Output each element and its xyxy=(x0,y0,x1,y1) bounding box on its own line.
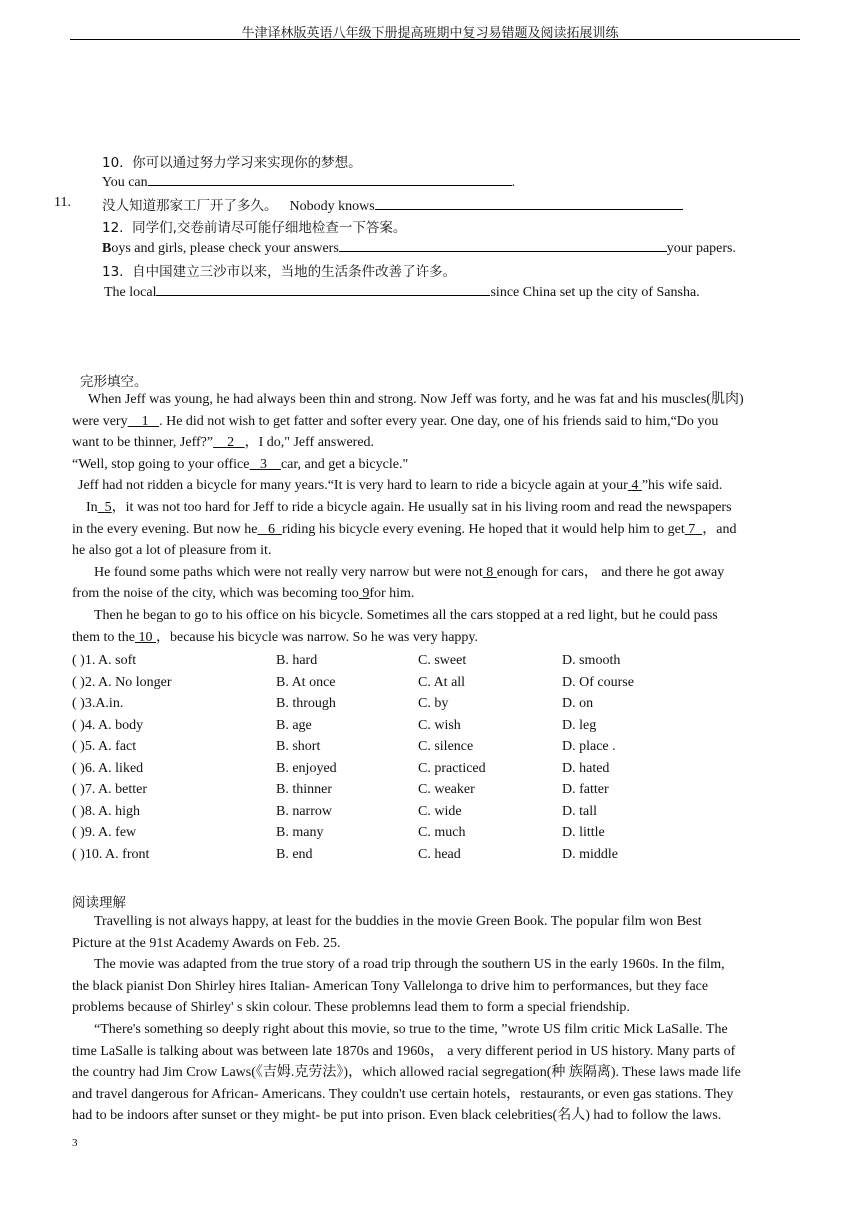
cloze-line-9: He found some paths which were not really very narrow but were not 8 enough for cars， and there he got away xyxy=(94,564,725,580)
q10-prompt xyxy=(102,151,362,171)
cloze-q8-question-number[interactable]: ( )8. A. high xyxy=(72,803,141,819)
q11-line-start: Nobody knows xyxy=(289,199,375,214)
cloze-q1-option-c: C. sweet xyxy=(418,653,467,668)
q10-line-end: . xyxy=(511,175,516,190)
q11-chinese: 没人知道那家工厂开了多久。 xyxy=(102,198,278,214)
cloze-line-1: When Jeff was young, he had always been thin and strong. Now Jeff was forty, and he was fat and his muscles(肌肉) xyxy=(88,392,744,407)
q13-line-start: The local xyxy=(104,285,157,300)
cloze-q6-option-d: D. hated xyxy=(562,760,610,776)
header-rule xyxy=(70,39,800,40)
reading-line-7: time LaSalle is talking about was between late 1870s and 1960s， a very different period in US history. Many parts of xyxy=(72,1043,736,1059)
q13-prompt xyxy=(102,260,456,280)
cloze-line-4: “Well, stop going to your office 3 car, and get a bicycle." xyxy=(72,456,409,472)
cloze-q4-option-d: D. leg xyxy=(562,717,597,733)
cloze-q5-option-c: C. silence xyxy=(418,739,474,754)
page-number: 3 xyxy=(72,1137,78,1149)
q10-blank[interactable] xyxy=(148,173,512,186)
cloze-line-7: in the every evening. But now he 6 riding his bicycle every evening. He hoped that it would help him to get 7 ，and xyxy=(72,521,737,537)
cloze-blank-10[interactable]: 10 xyxy=(138,629,153,645)
cloze-q1-question-number[interactable]: ( )1. A. soft xyxy=(72,653,137,668)
cloze-q3-option-b: B. through xyxy=(276,696,336,711)
cloze-line-6: In 5，it was not too hard for Jeff to ride a bicycle again. He usually sat in his living room and read the newspapers xyxy=(86,499,732,515)
cloze-line-8: he also got a lot of pleasure from it. xyxy=(72,543,272,559)
cloze-q6-question-number[interactable]: ( )6. A. liked xyxy=(72,760,144,776)
cloze-blank-3[interactable]: 3 xyxy=(259,456,267,472)
cloze-line-2: were very 1 . He did not wish to get fatter and softer every year. One day, one of his friends said to him,“Do you xyxy=(72,413,719,429)
cloze-q3-question-number[interactable]: ( )3.A.in. xyxy=(72,696,124,711)
q11-blank[interactable] xyxy=(375,197,683,210)
q12-bold-initial: B xyxy=(102,241,112,256)
cloze-q9-option-d: D. little xyxy=(562,825,605,840)
cloze-line-12: them to the 10 ，because his bicycle was narrow. So he was very happy. xyxy=(72,629,479,645)
cloze-q1-option-b: B. hard xyxy=(276,653,318,668)
cloze-q4-option-c: C. wish xyxy=(418,717,461,733)
cloze-blank-4[interactable]: 4 xyxy=(631,478,639,494)
reading-line-5: problems because of Shirley' s skin colour. These problemns lead them to form a special friendship. xyxy=(72,1000,630,1016)
reading-line-1: Travelling is not always happy, at least for the buddies in the movie Green Book. The popular film won Best xyxy=(94,914,702,929)
cloze-line-5: Jeff had not ridden a bicycle for many years.“It is very hard to learn to ride a bicycle again at your 4 ”his wife said. xyxy=(78,478,723,494)
reading-line-3: The movie was adapted from the true story of a road trip through the southern US in the early 1960s. In the film, xyxy=(94,957,725,973)
q10-answer-line xyxy=(102,173,515,191)
cloze-q2-option-b: B. At once xyxy=(276,674,336,690)
cloze-q10-option-c: C. head xyxy=(418,846,461,862)
reading-line-2: Picture at the 91st Academy Awards on Feb. 25. xyxy=(72,935,341,951)
page-header-title: 牛津译林版英语八年级下册提高班期中复习易错题及阅读拓展训练 xyxy=(241,26,619,41)
q12-answer-line xyxy=(102,239,736,257)
cloze-q5-option-d: D. place . xyxy=(562,739,616,754)
cloze-q9-option-b: B. many xyxy=(276,825,324,840)
cloze-q5-question-number[interactable]: ( )5. A. fact xyxy=(72,739,137,754)
cloze-q2-option-c: C. At all xyxy=(418,674,466,690)
reading-line-4: the black pianist Don Shirley hires Italian- American Tony Vallelonga to drive him to performances, but they face xyxy=(72,978,709,994)
cloze-q8-option-c: C. wide xyxy=(418,803,462,819)
cloze-q10-option-b: B. end xyxy=(276,846,313,862)
reading-passage xyxy=(72,911,802,1127)
cloze-q6-option-b: B. enjoyed xyxy=(276,760,337,776)
q13-chinese: 自中国建立三沙市以来，当地的生活条件改善了许多。 xyxy=(132,264,457,280)
cloze-q8-option-b: B. narrow xyxy=(276,803,332,819)
q13-blank[interactable] xyxy=(156,283,490,296)
cloze-blank-8[interactable]: 8 xyxy=(486,564,494,580)
cloze-blank-1[interactable]: 1 xyxy=(141,413,149,429)
reading-heading: 阅读理解 xyxy=(72,895,126,911)
q11-number: 11. xyxy=(54,195,71,210)
q10-number: 10. xyxy=(102,155,124,171)
cloze-q8-option-d: D. tall xyxy=(562,803,597,819)
cloze-blank-7[interactable]: 7 xyxy=(688,521,696,537)
q10-chinese: 你可以通过努力学习来实现你的梦想。 xyxy=(132,155,362,171)
reading-line-10: had to be indoors after sunset or they might- be put into prison. Even black celebrities(名人) had to follow the laws. xyxy=(72,1108,722,1124)
q11-prompt xyxy=(102,194,683,215)
cloze-q2-option-d: D. Of course xyxy=(562,674,634,690)
cloze-blank-9[interactable]: 9 xyxy=(362,586,370,602)
reading-line-6: “There's something so deeply right about this movie, so true to the time, ”wrote US film critic Mick LaSalle. The xyxy=(94,1021,728,1037)
q12-line-start: oys and girls, please check your answers xyxy=(111,241,339,256)
q13-line-end: since China set up the city of Sansha. xyxy=(490,285,700,300)
cloze-q1-option-d: D. smooth xyxy=(562,653,621,668)
cloze-q7-option-c: C. weaker xyxy=(418,782,475,797)
cloze-heading: 完形填空。 xyxy=(80,374,148,390)
q13-number: 13. xyxy=(102,264,124,280)
cloze-q7-question-number[interactable]: ( )7. A. better xyxy=(72,782,148,797)
cloze-q5-option-b: B. short xyxy=(276,739,321,754)
cloze-line-10: from the noise of the city, which was becoming too 9for him. xyxy=(72,586,415,602)
cloze-blank-5[interactable]: 5 xyxy=(104,499,112,515)
cloze-q4-option-b: B. age xyxy=(276,717,312,733)
cloze-q10-option-d: D. middle xyxy=(562,846,618,862)
cloze-q4-question-number[interactable]: ( )4. A. body xyxy=(72,717,144,733)
cloze-q3-option-c: C. by xyxy=(418,696,449,711)
cloze-line-3: want to be thinner, Jeff?” 2 ，I do," Jeff answered. xyxy=(72,435,375,451)
cloze-q10-question-number[interactable]: ( )10. A. front xyxy=(72,846,150,862)
cloze-q9-option-c: C. much xyxy=(418,825,466,840)
q12-chinese: 同学们,交卷前请尽可能仔细地检查一下答案。 xyxy=(132,220,407,236)
cloze-q9-question-number[interactable]: ( )9. A. few xyxy=(72,825,137,840)
q10-line-start: You can xyxy=(102,175,148,190)
cloze-q6-option-c: C. practiced xyxy=(418,760,486,776)
cloze-blank-2[interactable]: 2 xyxy=(227,435,235,451)
reading-line-9: and travel dangerous for African- Americans. They couldn't use certain hotels，restaurants, or even gas stations. They xyxy=(72,1086,734,1102)
cloze-q2-question-number[interactable]: ( )2. A. No longer xyxy=(72,674,172,690)
cloze-passage xyxy=(72,389,802,648)
q12-number: 12. xyxy=(102,220,124,236)
cloze-q7-option-d: D. fatter xyxy=(562,782,609,797)
q13-answer-line xyxy=(104,283,700,301)
cloze-line-11: Then he began to go to his office on his bicycle. Sometimes all the cars stopped at a red light, but he could pass xyxy=(94,607,718,623)
q12-blank[interactable] xyxy=(339,239,667,252)
q12-line-end: your papers. xyxy=(666,241,736,256)
cloze-q7-option-b: B. thinner xyxy=(276,782,332,797)
cloze-blank-6[interactable]: 6 xyxy=(267,521,275,537)
reading-line-8: the country had Jim Crow Laws(《吉姆.克劳法》)，which allowed racial segregation(种 族隔离). These laws made life xyxy=(72,1065,741,1081)
q12-prompt xyxy=(102,216,406,236)
cloze-q3-option-d: D. on xyxy=(562,696,594,711)
